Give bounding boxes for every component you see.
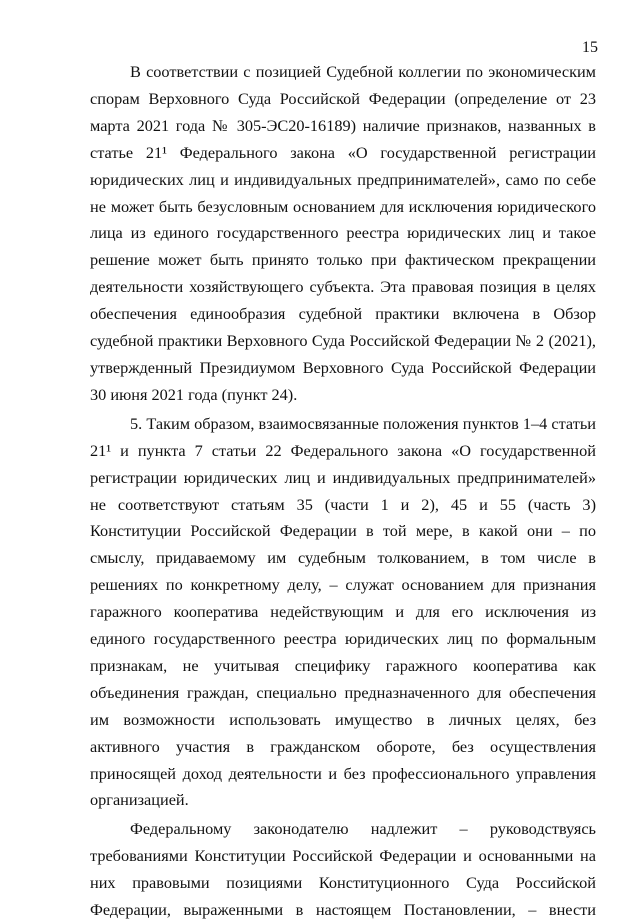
page-number: 15	[582, 39, 598, 56]
paragraph-legislator-instruction: Федеральному законодателю надлежит – руководствуясь требованиями Конституции Российской Федерации и основанными на них правовыми позициями Конституционного Суда Российской Федерации, выраженными в настоящем Постановлении, – внести	[90, 819, 596, 920]
document-body	[90, 59, 596, 924]
paragraph-conclusion-5: 5. Таким образом, взаимосвязанные положения пунктов 1–4 статьи 21¹ и пункта 7 статьи 22 Федерального закона «О государственной регистрации юридических лиц и индивидуальных предпринимателей» не соответствуют статьям 35 (части 1 и 2), 45 и 55 (часть 3) Конституции Российской Федерации в той мере, в какой они – по смыслу, придаваемому им судебным толкованием, в том числе в решениях по конкретному делу, – служат основанием для признания гаражного кооператива недействующим и для его исключения из единого государственного реестра юридических лиц по формальным признакам, не учитывая специфику гаражного кооператива как объединения граждан, специально предназначенного для обеспечения им возможности использовать имущество в личных целях, без активного участия в гражданском обороте, без осуществления приносящей доход деятельности и без профессионального управления организацией.	[90, 413, 596, 810]
paragraph-court-position: В соответствии с позицией Судебной коллегии по экономическим спорам Верховного Суда Российской Федерации (определение от 23 марта 2021 года № 305-ЭС20-16189) наличие признаков, названных в статье 21¹ Федерального закона «О государственной регистрации юридических лиц и индивидуальных предпринимателей», само по себе не может быть безусловным основанием для исключения юридического лица из единого государственного реестра юридических лиц и такое решение может быть принято только при фактическом прекращении деятельности хозяйствующего субъекта. Эта правовая позиция в целях обеспечения единообразия судебной практики включена в Обзор судебной практики Верховного Суда Российской Федерации № 2 (2021), утвержденный Президиумом Верховного Суда Российской Федерации 30 июня 2021 года (пункт 24).	[90, 62, 596, 404]
